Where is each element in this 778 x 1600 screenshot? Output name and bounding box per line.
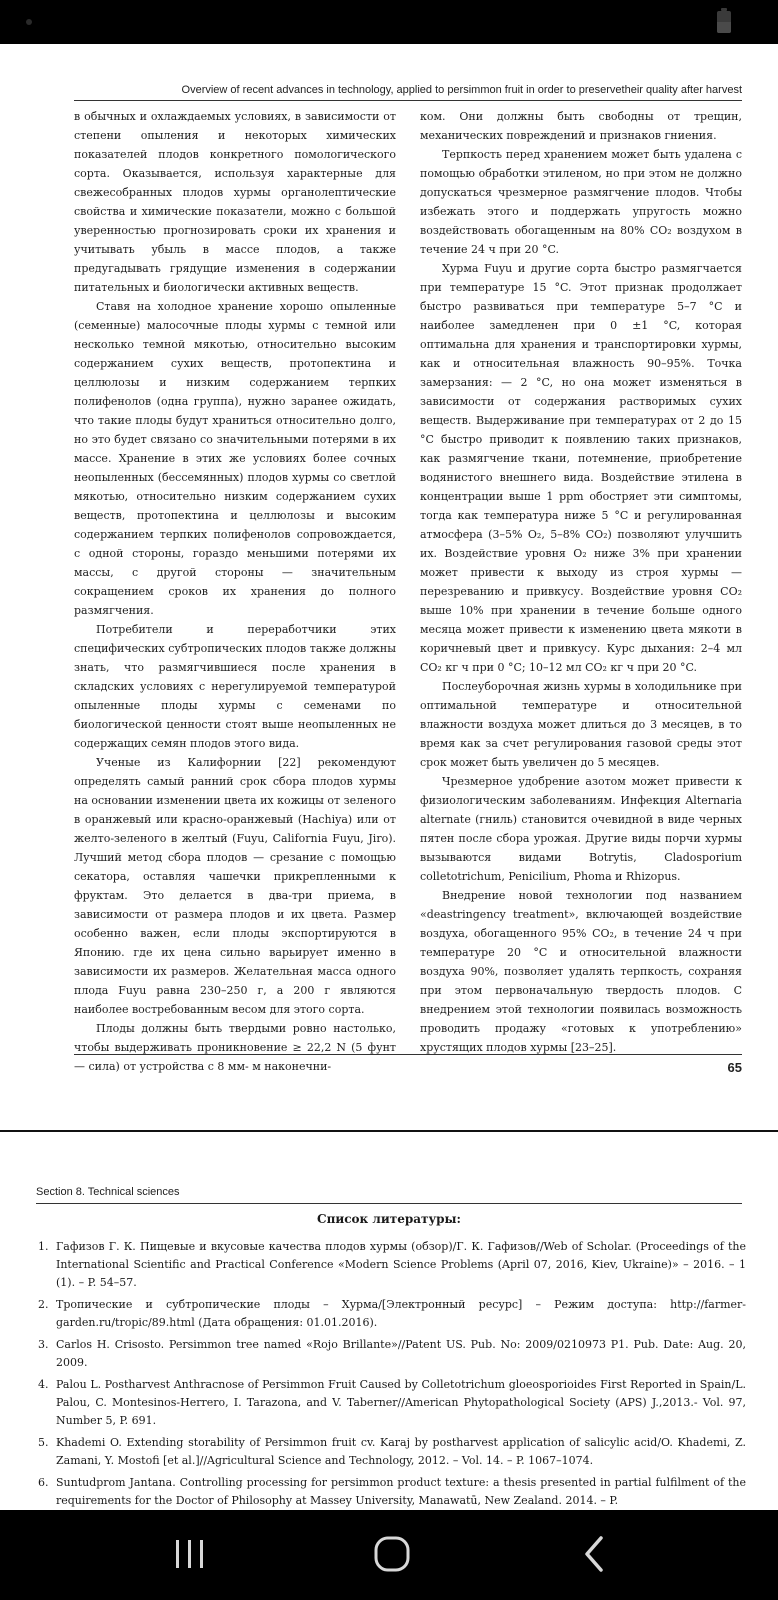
reference-number: 1.	[38, 1240, 49, 1253]
recent-apps-icon	[160, 1532, 220, 1576]
section-divider	[36, 1203, 742, 1204]
paragraph: ком. Они должны быть свободны от трещин, механических повреждений и признаков гниения.	[420, 110, 742, 142]
section-header: Section 8. Technical sciences	[36, 1186, 180, 1198]
notification-dot-icon	[26, 19, 32, 25]
reference-text: Suntudprom Jantana. Controlling processing for persimmon product texture: a thesis presented in partial fulfilment of the requirements for the Doctor of Philosophy at Massey University, Manawatū, New Zealand. 2014. – P.	[56, 1476, 746, 1507]
navigation-bar	[0, 1510, 778, 1600]
footer-divider	[74, 1054, 742, 1055]
document-page-65	[0, 44, 778, 1156]
reference-number: 3.	[38, 1338, 49, 1351]
right-column	[420, 107, 742, 1057]
status-bar	[0, 0, 778, 44]
reference-item	[36, 1238, 746, 1292]
reference-number: 4.	[38, 1378, 49, 1391]
paragraph: Плоды должны быть твердыми ровно настолько, чтобы выдерживать проникновение ≥ 22,2 N (5 фунт — сила) от устройства с 8 мм- м наконечни-	[74, 1022, 396, 1073]
header-divider	[74, 100, 742, 101]
paragraph: Чрезмерное удобрение азотом может привести к физиологическим заболеваниям. Инфекция Alternaria alternate (гниль) становится очевидной в виде черных пятен после сбора урожая. Другие виды порчи хурмы вызываются видами Botrytis, Cladosporium colletotrichum, Penicilium, Phoma и Rhizopus.	[420, 775, 742, 883]
left-column	[74, 107, 396, 1076]
references-title: Список литературы:	[317, 1212, 461, 1226]
paragraph: Ставя на холодное хранение хорошо опыленные (семенные) малосочные плоды хурмы с темной или несколько темной мякотью, относительно высоким содержанием сухих веществ, протопектина и целлюлозы и низким содержанием терпких полифенолов (одна группа), нужно заранее ожидать, что такие плоды будут храниться относительно долго, но это будет связано со значительными потерями в их массе. Хранение в этих же условиях более сочных неопыленных (бессемянных) плодов хурмы со светлой мякотью, относительно низким содержанием сухих веществ, протопектина и целлюлозы и высоким содержанием терпких полифенолов сопровождается, с одной стороны, гораздо меньшими потерями их массы, с другой стороны — значительным сокращением сроков их хранения до полного размягчения.	[74, 300, 396, 617]
paragraph: Ученые из Калифорнии [22] рекомендуют определять самый ранний срок сбора плодов хурмы на основании изменении цвета их кожицы от зеленого в оранжевый или красно-оранжевый (Hachiya) или от желто-зеленого в желтый (Fuyu, California Fuyu, Jiro). Лучший метод сбора плодов — срезание с помощью секатора, оставляя чашечки прикрепленными к фруктам. Это делается в два-три приема, в зависимости от размера плодов и их цвета. Размер особенно важен, если плоды экспортируются в Японию. где их цена сильно варьирует именно в зависимости их размеров. Желательная масса одного плода Fuyu равна 230–250 г, а 200 г являются наиболее востребованным весом для этого сорта.	[74, 756, 396, 1016]
reference-text: Тропические и субтропические плоды – Хурма/[Электронный ресурс] – Режим доступа: http://farmer-garden.ru/tropic/89.html (Дата обращения: 01.01.2016).	[56, 1298, 746, 1329]
reference-text: Khademi O. Extending storability of Persimmon fruit cv. Karaj by postharvest application of salicylic acid/O. Khademi, Z. Zamani, Y. Mostofi [et al.]//Agricultural Science and Technology, 2012. – Vol. 14. – P. 1067–1074.	[56, 1436, 746, 1467]
reference-number: 6.	[38, 1476, 49, 1489]
paragraph: Потребители и переработчики этих специфических субтропических плодов также должны знать, что размягчившиеся после хранения в складских условиях с нерегулируемой температурой опыленные плоды хурмы с семенами по биологической ценности стоят выше неопыленных не содержащих семян плодов этого вида.	[74, 623, 396, 750]
document-page-66	[0, 1160, 778, 1510]
reference-number: 5.	[38, 1436, 49, 1449]
reference-text: Гафизов Г. К. Пищевые и вкусовые качества плодов хурмы (обзор)/Г. К. Гафизов//Web of Scholar. (Proceedings of the International Scientific and Practical Conference «Modern Science Problems (April 07, 2016, Kiev, Ukraine)» – 2016. – 1 (1). – P. 54–57.	[56, 1240, 746, 1289]
back-button[interactable]	[565, 1532, 625, 1576]
home-icon	[362, 1532, 422, 1576]
paragraph: Терпкость перед хранением может быть удалена с помощью обработки этиленом, но при этом не должно допускаться чрезмерное размягчение плодов. Чтобы избежать этого и поддержать упругость можно воздействовать обогащенным на 80% CO₂ воздухом в течение 24 ч при 20 °C.	[420, 148, 742, 256]
running-header: Overview of recent advances in technology, applied to persimmon fruit in order to preservetheir quality after harvest	[181, 84, 742, 96]
paragraph: в обычных и охлаждаемых условиях, в зависимости от степени опыления и некоторых химических показателей плодов конкретного помологического сорта. Оказывается, используя характерные для свежесобранных плодов хурмы органолептические свойства и химические показатели, можно с большой уверенностью прогнозировать сроки их хранения и учитывать убыль в массе плодов, а также предугадывать грядущие изменения в содержании питательных и биологически активных веществ.	[74, 110, 396, 294]
paragraph: Хурма Fuyu и другие сорта быстро размягчается при температуре 15 °C. Этот признак продолжает быстро развиваться при температуре 5–7 °C и наиболее замедленен при 0 ±1 °C, которая оптимальна для хранения и транспортировки хурмы, как и относительная влажность 90–95%. Точка замерзания: — 2 °C, но она может изменяться в зависимости от содержания растворимых сухих веществ. Выдерживание при температурах от 2 до 15 °C быстро приводит к появлению таких признаков, как размягчение ткани, потемнение, приобретение водянистого внешнего вида. Воздействие этилена в концентрации выше 1 ppm обостряет эти симптомы, тогда как температура ниже 5 °C и регулированная атмосфера (3–5% O₂, 5–8% CO₂) позволяют улучшить их. Воздействие уровня O₂ ниже 3% при хранении может привести к выходу из строя хурмы — перезреванию и привкусу. Воздействие уровня CO₂ выше 10% при хранении в течение больше одного месяца может привести к изменению цвета мякоти в коричневый цвет и привкусу. Курс дыхания: 2–4 мл CO₂ кг ч при 0 °C; 10–12 мл CO₂ кг ч при 20 °C.	[420, 262, 742, 674]
reference-item	[36, 1376, 746, 1430]
reference-number: 2.	[38, 1298, 49, 1311]
reference-item	[36, 1336, 746, 1372]
reference-text: Carlos H. Crisosto. Persimmon tree named «Rojo Brillante»//Patent US. Pub. No: 2009/0210973 P1. Pub. Date: Aug. 20, 2009.	[56, 1338, 746, 1369]
back-icon	[565, 1532, 625, 1576]
references-list	[36, 1238, 746, 1510]
battery-icon	[717, 11, 731, 33]
recent-apps-button[interactable]	[160, 1532, 220, 1576]
reference-item	[36, 1474, 746, 1510]
reference-item	[36, 1434, 746, 1470]
reference-item	[36, 1296, 746, 1332]
paragraph: Внедрение новой технологии под названием «deastringency treatment», включающей воздействие воздуха, обогащенного 95% CO₂, в течение 24 ч при температуре 20 °C и относительной влажности воздуха 90%, позволяет удалять терпкость, сохраняя при этом первоначальную твердость плодов. С внедрением этой технологии появилась возможность проводить продажу «готовых к употреблению» хрустящих плодов хурмы [23–25].	[420, 889, 742, 1054]
page-number: 65	[727, 1060, 742, 1075]
page-separator	[0, 1130, 778, 1132]
home-button[interactable]	[362, 1532, 422, 1576]
paragraph: Послеуборочная жизнь хурмы в холодильнике при оптимальной температуре и относительной влажности воздуха может длиться до 3 месяцев, в то время как за счет регулирования газовой среды этот срок может быть увеличен до 5 месяцев.	[420, 680, 742, 769]
reference-text: Palou L. Postharvest Anthracnose of Persimmon Fruit Caused by Colletotrichum gloeosporioides First Reported in Spain/L. Palou, C. Montesinos-Herrero, I. Tarazona, and V. Taberner//American Phytopathological Society (APS) J.,2013.- Vol. 97, Number 5, P. 691.	[56, 1378, 746, 1427]
